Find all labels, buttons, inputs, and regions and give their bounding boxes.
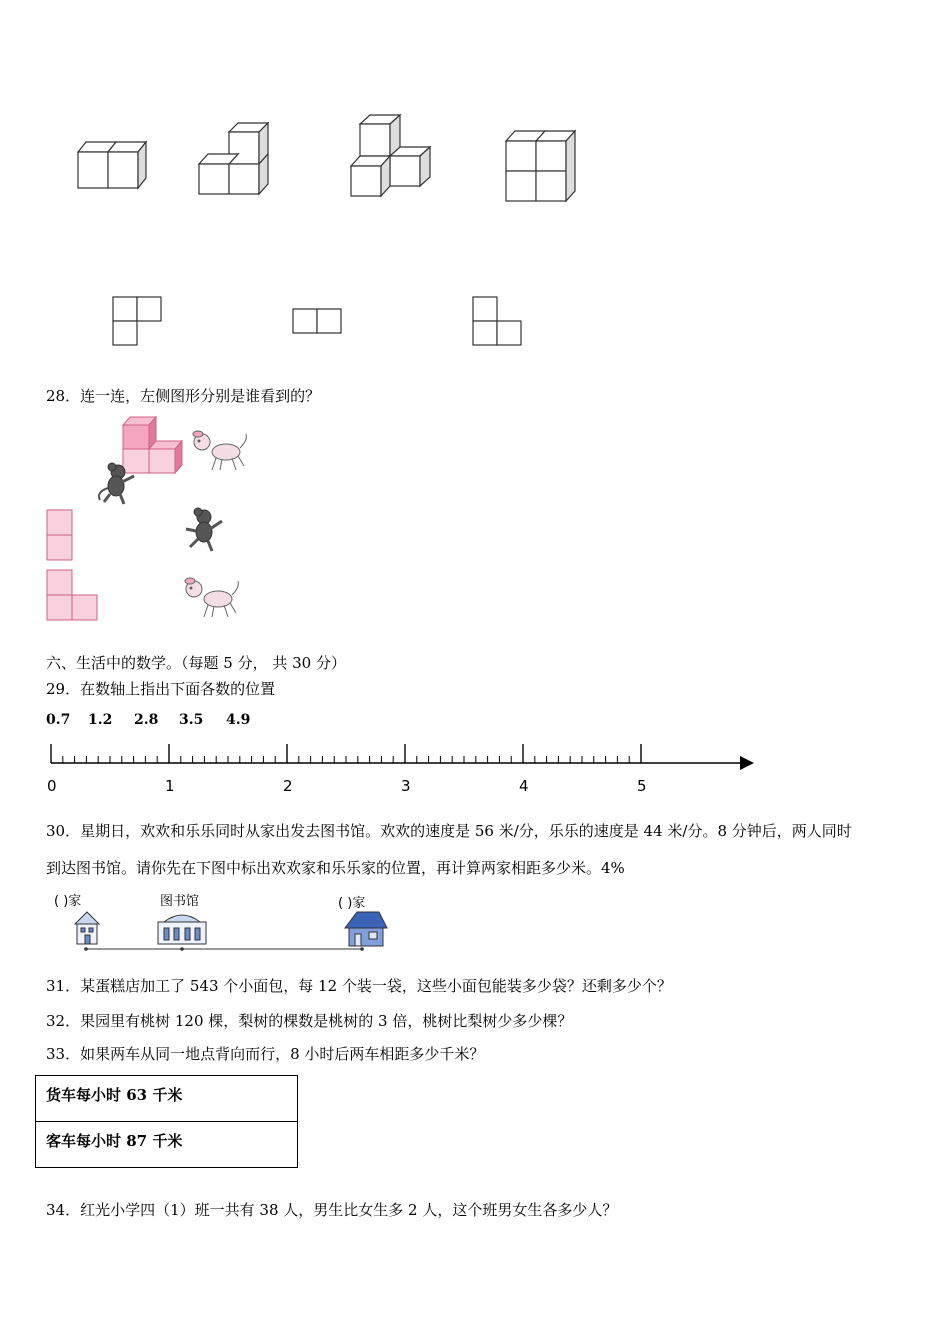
dog-icon-answer	[182, 575, 242, 621]
view-l-shape	[46, 569, 100, 621]
number-line	[46, 742, 761, 772]
mouse-icon	[92, 462, 138, 506]
axis-label-0: 0	[47, 777, 57, 795]
road-line	[84, 946, 364, 952]
flat-view-3	[472, 296, 524, 348]
table-cell: 客车每小时 87 千米	[36, 1122, 298, 1168]
library-label: 图书馆	[160, 894, 200, 909]
flat-view-2	[292, 308, 344, 336]
section-6-heading: 六、生活中的数学。（每题 5 分， 共 30 分）	[46, 654, 346, 672]
question-34: 34．红光小学四（1）班一共有 38 人，男生比女生多 2 人，这个班男女生各多少人？	[46, 1201, 618, 1219]
view-vertical-two	[46, 509, 74, 561]
question-30-line1: 30．星期日，欢欢和乐乐同时从家出发去图书馆。欢欢的速度是 56 米/分，乐乐的速度是 44 米/分。8 分钟后，两人同时	[46, 822, 852, 840]
question-32: 32．果园里有桃树 120 棵，梨树的棵数是桃树的 3 倍，桃树比梨树少多少棵？	[46, 1012, 573, 1030]
axis-label-3: 3	[401, 777, 411, 795]
question-30-line2: 到达图书馆。请你先在下图中标出欢欢家和乐乐家的位置，再计算两家相距多少米。4%	[46, 859, 625, 877]
axis-label-1: 1	[165, 777, 175, 795]
table-row	[36, 1122, 298, 1168]
number-2.8: 2.8	[134, 712, 159, 728]
cube-figure-3	[350, 114, 435, 199]
axis-label-4: 4	[519, 777, 529, 795]
number-0.7: 0.7	[46, 712, 71, 728]
flat-view-1	[112, 296, 164, 348]
right-home-label: ( )家	[338, 896, 366, 911]
question-33: 33．如果两车从同一地点背向而行，8 小时后两车相距多少千米？	[46, 1045, 485, 1063]
cube-figure-2	[198, 122, 273, 197]
question-31: 31．某蛋糕店加工了 543 个小面包，每 12 个装一袋，这些小面包能装多少袋？还剩多少个？	[46, 977, 672, 995]
number-4.9: 4.9	[226, 712, 251, 728]
left-house-icon	[72, 910, 102, 946]
cube-figure-4	[505, 130, 580, 205]
vehicle-speed-table	[35, 1075, 298, 1168]
axis-label-2: 2	[283, 777, 293, 795]
axis-label-5: 5	[637, 777, 647, 795]
question-28: 28．连一连，左侧图形分别是谁看到的？	[46, 387, 321, 405]
mouse-icon-answer	[182, 507, 228, 553]
number-3.5: 3.5	[179, 712, 204, 728]
question-29: 29．在数轴上指出下面各数的位置	[46, 680, 276, 698]
left-home-label: ( )家	[54, 894, 82, 909]
cube-figure-1	[76, 138, 151, 193]
number-1.2: 1.2	[88, 712, 113, 728]
table-row	[36, 1076, 298, 1122]
dog-icon	[190, 428, 250, 474]
library-icon	[154, 908, 210, 948]
arrow-icon	[740, 756, 754, 770]
table-cell: 货车每小时 63 千米	[36, 1076, 298, 1122]
right-house-icon	[343, 910, 389, 948]
